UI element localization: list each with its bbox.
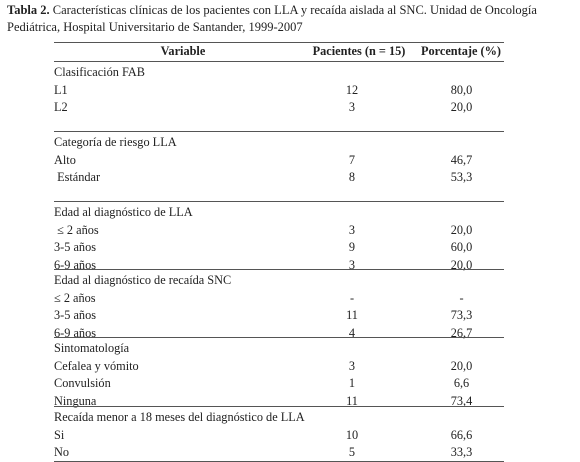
table-row <box>54 289 504 307</box>
group-title-row <box>54 63 504 81</box>
table-row <box>54 81 504 99</box>
row-pacientes: 7 <box>348 152 356 167</box>
row-pacientes: 3 <box>348 100 356 114</box>
row-pacientes: 4 <box>348 325 356 340</box>
row-porcentaje: 33,3 <box>450 445 473 459</box>
group-divider <box>54 406 504 407</box>
row-pacientes: 5 <box>348 445 356 459</box>
row-porcentaje: 20,0 <box>450 100 473 114</box>
header-porcentaje: Porcentaje (%) <box>420 44 501 58</box>
row-porcentaje: 20,0 <box>450 257 473 272</box>
row-pacientes: 3 <box>348 257 356 272</box>
table-row <box>54 238 504 256</box>
row-label: 3-5 años <box>54 240 97 254</box>
row-label: Alto <box>54 152 76 167</box>
row-porcentaje: 20,0 <box>450 222 473 237</box>
group-divider <box>54 269 504 270</box>
row-pacientes: 3 <box>348 358 356 373</box>
row-pacientes: - <box>349 290 355 305</box>
table-row <box>54 443 504 461</box>
group-title: Clasificación FAB <box>54 65 145 79</box>
group-title-row <box>54 271 504 289</box>
row-pacientes: 11 <box>346 393 358 408</box>
group-title-row <box>54 408 504 426</box>
table-caption <box>7 2 579 36</box>
caption-text: Características clínicas de los pacientes con LLA y recaída aislada al SNC. Unidad de Oncología Pediátrica, Hospital Universitario de Santander, 1999-2007 <box>7 3 537 34</box>
table-row <box>54 426 504 444</box>
row-label: ≤ 2 años <box>54 290 96 305</box>
row-pacientes: 9 <box>348 240 356 254</box>
row-label: No <box>54 445 70 459</box>
table-row <box>54 98 504 116</box>
group-title-row <box>54 133 504 151</box>
table-row <box>54 168 504 186</box>
row-label: 6-9 años <box>54 325 97 340</box>
row-porcentaje: 60,0 <box>450 240 473 254</box>
row-label: Estándar <box>54 170 101 184</box>
group-title: Categoría de riesgo LLA <box>54 135 177 149</box>
table-row <box>54 374 504 392</box>
row-porcentaje: 80,0 <box>450 82 473 97</box>
group-title-row <box>54 339 504 357</box>
group-divider <box>54 131 504 132</box>
row-pacientes: 3 <box>348 222 356 237</box>
table-row <box>54 306 504 324</box>
row-pacientes: 11 <box>346 308 358 322</box>
row-porcentaje: 46,7 <box>450 152 473 167</box>
table-rule-header <box>54 61 504 62</box>
row-pacientes: 8 <box>348 170 356 184</box>
row-porcentaje: - <box>459 290 464 305</box>
row-porcentaje: 73,4 <box>450 393 473 408</box>
table-row <box>54 357 504 375</box>
group-title: Sintomatología <box>54 341 130 355</box>
row-label: 3-5 años <box>54 308 97 322</box>
row-porcentaje: 53,3 <box>450 170 473 184</box>
group-title: Edad al diagnóstico de recaída SNC <box>54 273 232 287</box>
row-porcentaje: 73,3 <box>450 308 473 322</box>
group-title-row <box>54 203 504 221</box>
group-title: Recaída menor a 18 meses del diagnóstico de LLA <box>54 410 305 424</box>
row-pacientes: 1 <box>348 376 356 390</box>
header-pacientes: Pacientes (n = 15) <box>312 44 406 58</box>
row-label: L2 <box>54 100 68 114</box>
caption-label: Tabla 2. <box>7 3 50 17</box>
row-label: Convulsión <box>54 376 111 390</box>
row-label: Si <box>54 427 65 442</box>
row-porcentaje: 26,7 <box>450 325 473 340</box>
group-divider <box>54 337 504 338</box>
row-label: Ninguna <box>54 393 97 408</box>
group-divider <box>54 201 504 202</box>
row-porcentaje: 66,6 <box>450 427 473 442</box>
row-pacientes: 12 <box>345 82 359 97</box>
row-label: L1 <box>54 82 68 97</box>
table-header-row <box>54 42 504 60</box>
header-variable: Variable <box>160 44 206 58</box>
row-porcentaje: 6,6 <box>453 376 470 390</box>
table-row <box>54 151 504 169</box>
row-label: 6-9 años <box>54 257 97 272</box>
row-pacientes: 10 <box>345 427 359 442</box>
row-label: ≤ 2 años <box>54 222 99 237</box>
row-porcentaje: 20,0 <box>450 358 473 373</box>
row-label: Cefalea y vómito <box>54 358 139 373</box>
group-title: Edad al diagnóstico de LLA <box>54 205 193 219</box>
table-row <box>54 221 504 239</box>
